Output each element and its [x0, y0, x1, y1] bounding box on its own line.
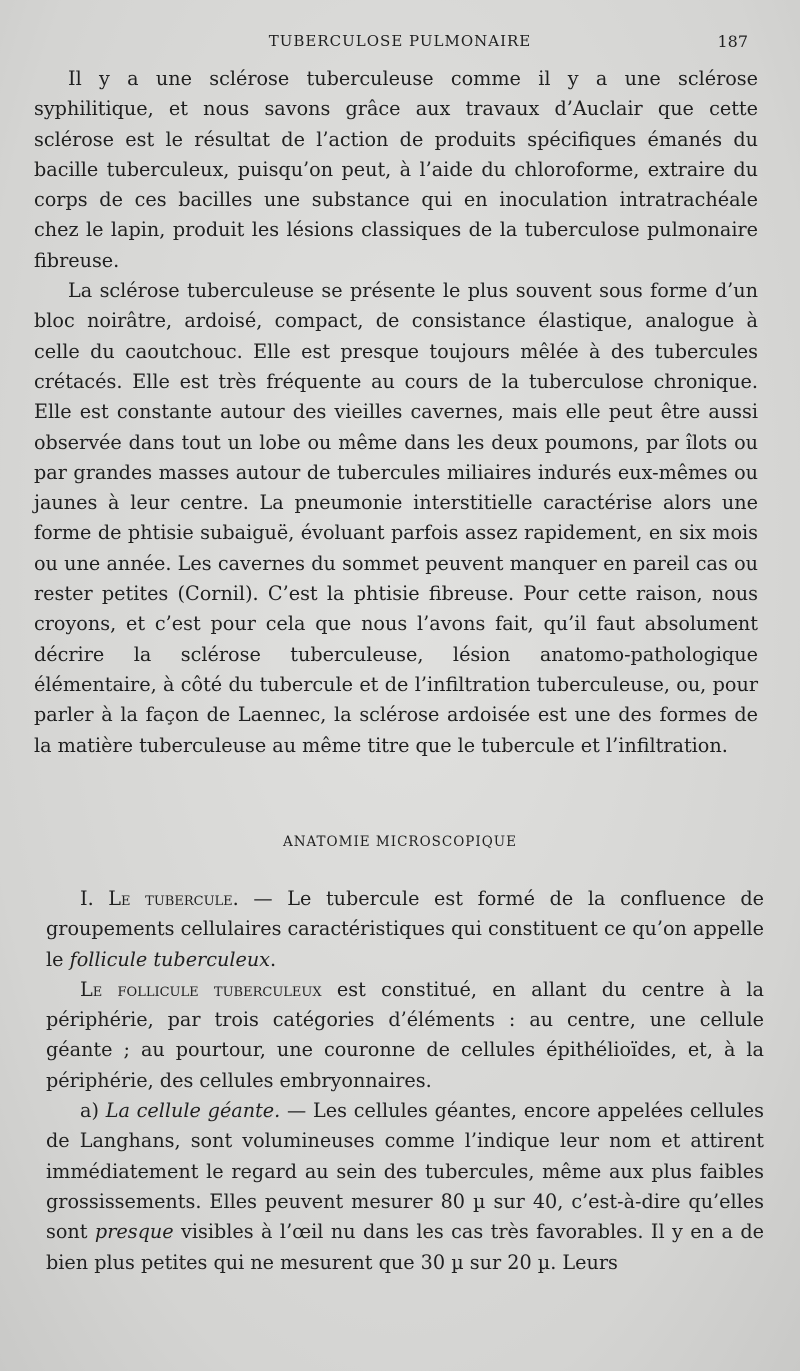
giant-cell-marker: a)	[80, 1099, 106, 1123]
section-heading: ANATOMIE MICROSCOPIQUE	[282, 834, 518, 850]
paragraph-sclerosis-description: La sclérose tuberculeuse se présente le plus souvent sous forme d’un bloc noirâtre, ardoisé, compact, de consistance élastique, analogue à celle du caoutchouc. Elle est presque toujours mêlée à des tubercules crétacés. Elle est très fréquente au cours de la tuberculose chronique. Elle est constante autour des vieilles cavernes, mais elle peut être aussi observée dans tout un lobe ou même dans les deux poumons, par îlots ou par grandes masses autour de tubercules miliaires indurés eux-mêmes ou jaunes à leur centre. La pneumonie interstitielle caractérise alors une forme de phtisie subaiguë, évoluant parfois assez rapidement, en six mois ou une année. Les cavernes du sommet peuvent manquer en pareil cas ou rester petites (Cornil). C’est la phtisie fibreuse. Pour cette raison, nous croyons, et c’est pour cela que nous l’avons fait, qu’il faut absolument décrire la sclérose tuberculeuse, lésion anatomo-pathologique élémentaire, à côté du tubercule et de l’infiltration tuberculeuse, ou, pour parler à la façon de Laennec, la sclérose ardoisée est une des formes de la matière tuberculeuse au même titre que le tubercule et l’infiltration.	[34, 279, 758, 757]
paragraph-tubercle	[46, 884, 764, 975]
follicle-text: est constitué, en allant du centre à la périphérie, par trois catégories d’éléments : au centre, une cellule géante ; au pourtour, une couronne de cellules épithélioïdes, et, à la périphérie, des cellules embryonnaires.	[46, 977, 764, 1092]
tubercle-text: — Le tubercule est formé de la confluence de groupements cellulaires caractéristiques qui constituent ce qu’on appelle le	[46, 887, 764, 971]
page-number: 187	[717, 32, 748, 51]
microscopic-section	[46, 884, 764, 1278]
tubercle-lead: I. Le tubercule.	[80, 887, 239, 910]
giant-cell-text-end: visibles à l’œil nu dans les cas très favorables. Il y en a de bien plus petites qui ne mesurent que 30 µ sur 20 µ. Leurs	[46, 1220, 764, 1274]
giant-cell-text: — Les cellules géantes, encore appelées cellules de Langhans, sont volumineuses comme l’indique leur nom et attirent immédiatement le regard au sein des tubercules, même aux plus faibles grossissements. Elles peuvent mesurer 80 µ sur 40, c’est-à-dire qu’elles sont	[46, 1099, 764, 1244]
giant-cell-term: La cellule géante.	[105, 1099, 281, 1123]
running-title: TUBERCULOSE PULMONAIRE	[268, 32, 532, 50]
follicle-lead: Le follicule tuberculeux	[80, 977, 322, 1001]
follicle-term: follicule tuberculeux	[69, 947, 271, 971]
presque-term: presque	[94, 1220, 174, 1244]
paragraph-giant-cell	[46, 1096, 764, 1278]
sclerosis-section	[34, 64, 758, 761]
paragraph-sclerosis-intro: Il y a une sclérose tuberculeuse comme il y a une sclérose syphilitique, et nous savons grâce aux travaux d’Auclair que cette sclérose est le résultat de l’action de produits spécifiques émanés du bacille tuberculeux, puisqu’on peut, à l’aide du chloroforme, extraire du corps de ces bacilles une substance qui en inoculation intratrachéale chez le lapin, produit les lésions classiques de la tuberculose pulmonaire fibreuse.	[34, 67, 758, 272]
tubercle-end: .	[270, 947, 277, 971]
paragraph-follicle	[46, 975, 764, 1096]
page-header	[0, 30, 800, 56]
